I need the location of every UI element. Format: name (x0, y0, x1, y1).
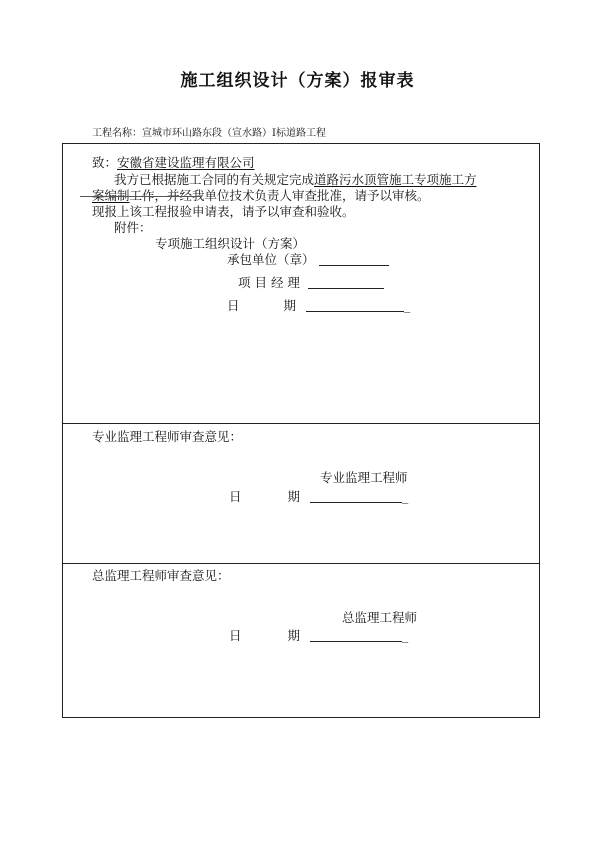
section-divider-2 (62, 563, 540, 564)
date-field-1[interactable] (306, 299, 404, 312)
recipient-line (92, 153, 255, 171)
body-line-3: 现报上该工程报验申请表，请予以审查和验收。 (92, 204, 355, 219)
form-title: 施工组织设计（方案）报审表 (180, 71, 415, 91)
contractor-label: 承包单位（章） (227, 252, 315, 267)
chief-review-heading: 总监理工程师审查意见： (92, 568, 230, 583)
to-label: 致： (92, 155, 118, 170)
chief-signer-label: 总监理工程师 (342, 610, 418, 625)
engineer-signer-label: 专业监理工程师 (320, 470, 408, 485)
manager-label: 项 目 经 理 (238, 275, 300, 290)
section-divider-1 (62, 423, 540, 424)
contractor-row (227, 250, 389, 268)
date-row-3: 日 期 _ (229, 628, 409, 643)
stray-line (80, 196, 200, 197)
manager-row (238, 273, 384, 291)
engineer-review-heading: 专业监理工程师审查意见： (92, 429, 243, 444)
body-line-2: 案编制工作，并经我单位技术负责人审查批准，请予以审核。 (92, 188, 430, 203)
recipient-name: 安徽省建设监理有限公司 (117, 155, 255, 170)
project-name: 工程名称：宣城市环山路东段（宣水路）Ⅰ标道路工程 (92, 128, 326, 139)
attachment-item: 专项施工组织设计（方案） (155, 236, 306, 251)
date-field-3[interactable] (310, 629, 402, 642)
contractor-signature-field[interactable] (319, 253, 389, 266)
date-row-1: 日 期 _ (227, 298, 411, 313)
body-line-1: 我方已根据施工合同的有关规定完成道路污水顶管施工专项施工方 (114, 172, 477, 187)
manager-signature-field[interactable] (308, 276, 384, 289)
date-row-2: 日 期 _ (229, 489, 409, 504)
date-field-2[interactable] (310, 490, 402, 503)
scheme-name: 道路污水顶管施工专项施工方 (314, 172, 477, 187)
attachment-label: 附件： (114, 220, 152, 235)
